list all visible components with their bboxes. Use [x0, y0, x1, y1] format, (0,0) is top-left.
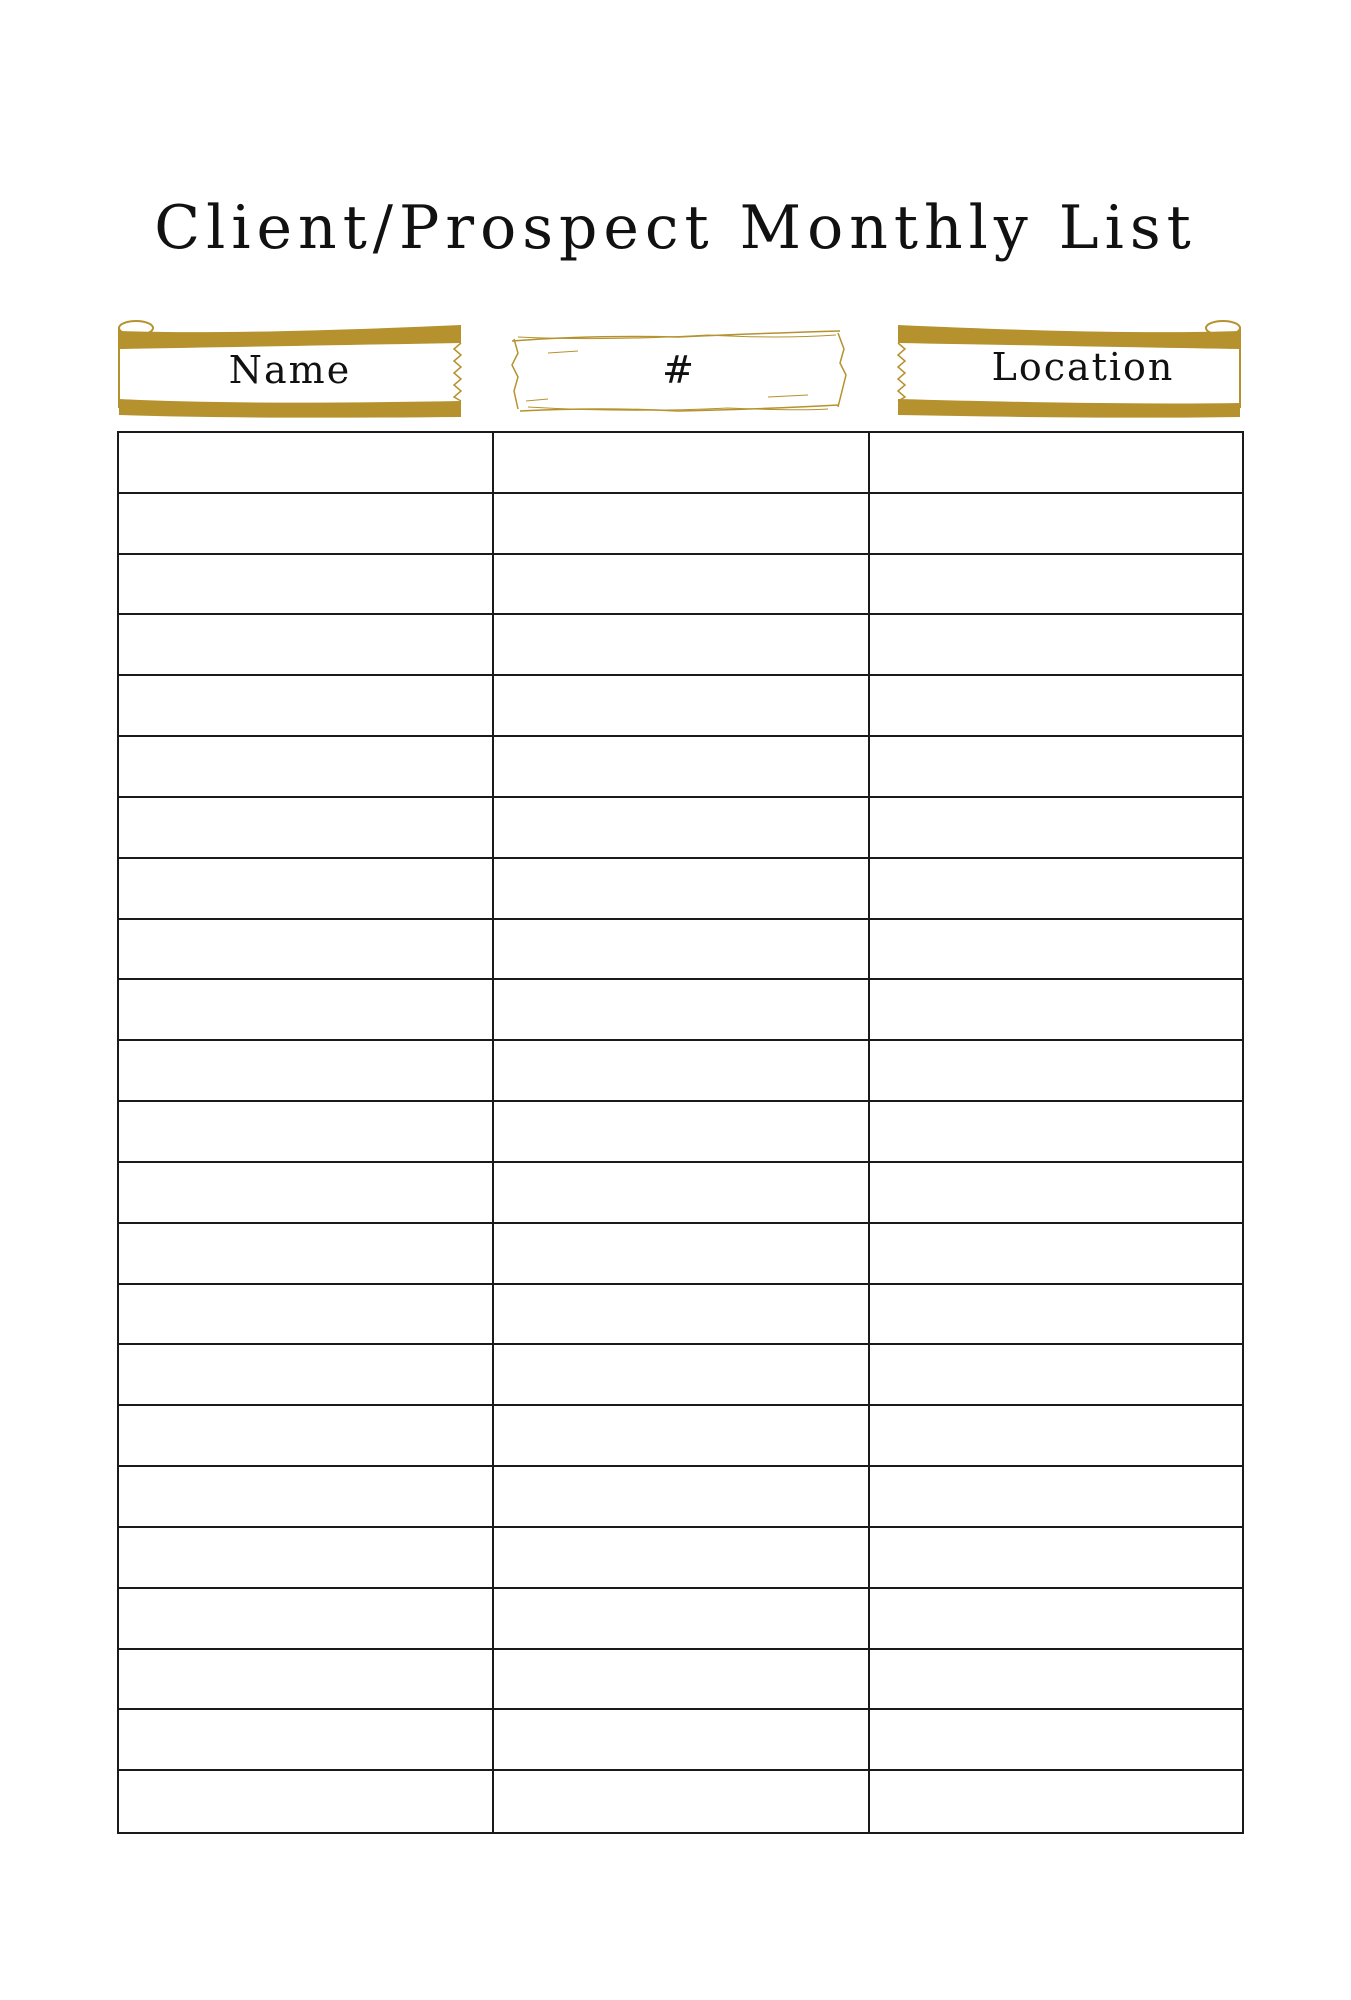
column-header-name-label: Name: [228, 348, 352, 392]
table-cell-name[interactable]: [119, 1589, 494, 1650]
table-cell-location[interactable]: [870, 1224, 1242, 1285]
table-cell-location[interactable]: [870, 1041, 1242, 1102]
column-header-name: [116, 313, 464, 423]
table-cell-number[interactable]: [494, 433, 870, 494]
page-title: Client/Prospect Monthly List: [154, 193, 1197, 263]
table-cell-name[interactable]: [119, 859, 494, 920]
table-cell-name[interactable]: [119, 737, 494, 798]
table-cell-number[interactable]: [494, 1467, 870, 1528]
table-cell-name[interactable]: [119, 980, 494, 1041]
column-header-location: [895, 313, 1243, 423]
table-cell-number[interactable]: [494, 1102, 870, 1163]
table-cell-number[interactable]: [494, 737, 870, 798]
table-cell-name[interactable]: [119, 1528, 494, 1589]
table-cell-number[interactable]: [494, 1224, 870, 1285]
table-cell-name[interactable]: [119, 920, 494, 981]
table-cell-name[interactable]: [119, 1467, 494, 1528]
table-cell-location[interactable]: [870, 737, 1242, 798]
table-cell-number[interactable]: [494, 798, 870, 859]
table-cell-name[interactable]: [119, 494, 494, 555]
table-cell-location[interactable]: [870, 1406, 1242, 1467]
table-cell-location[interactable]: [870, 555, 1242, 616]
table-cell-name[interactable]: [119, 615, 494, 676]
table-cell-location[interactable]: [870, 1163, 1242, 1224]
table-cell-location[interactable]: [870, 1285, 1242, 1346]
table-cell-number[interactable]: [494, 1771, 870, 1832]
table-cell-location[interactable]: [870, 1710, 1242, 1771]
table-cell-number[interactable]: [494, 1589, 870, 1650]
table-cell-location[interactable]: [870, 1589, 1242, 1650]
table-cell-number[interactable]: [494, 494, 870, 555]
table-cell-name[interactable]: [119, 676, 494, 737]
table-cell-location[interactable]: [870, 1771, 1242, 1832]
table-cell-location[interactable]: [870, 859, 1242, 920]
table-cell-number[interactable]: [494, 920, 870, 981]
table-cell-number[interactable]: [494, 1041, 870, 1102]
table-cell-name[interactable]: [119, 1650, 494, 1711]
table-cell-location[interactable]: [870, 433, 1242, 494]
table-cell-location[interactable]: [870, 676, 1242, 737]
table-cell-location[interactable]: [870, 1102, 1242, 1163]
table-cell-name[interactable]: [119, 1710, 494, 1771]
table-cell-location[interactable]: [870, 980, 1242, 1041]
table-cell-name[interactable]: [119, 1285, 494, 1346]
table-cell-number[interactable]: [494, 555, 870, 616]
table-cell-number[interactable]: [494, 980, 870, 1041]
table-cell-number[interactable]: [494, 1406, 870, 1467]
table-cell-number[interactable]: [494, 859, 870, 920]
table-cell-number[interactable]: [494, 615, 870, 676]
table-cell-number[interactable]: [494, 676, 870, 737]
entry-table: [117, 431, 1244, 1834]
table-cell-location[interactable]: [870, 1528, 1242, 1589]
table-cell-name[interactable]: [119, 1224, 494, 1285]
table-cell-location[interactable]: [870, 1650, 1242, 1711]
table-cell-number[interactable]: [494, 1650, 870, 1711]
table-cell-name[interactable]: [119, 1406, 494, 1467]
table-cell-name[interactable]: [119, 1102, 494, 1163]
table-cell-location[interactable]: [870, 920, 1242, 981]
table-cell-name[interactable]: [119, 1345, 494, 1406]
table-cell-name[interactable]: [119, 1163, 494, 1224]
table-cell-number[interactable]: [494, 1163, 870, 1224]
table-cell-number[interactable]: [494, 1285, 870, 1346]
table-cell-location[interactable]: [870, 1345, 1242, 1406]
column-header-number: [508, 313, 850, 423]
table-cell-name[interactable]: [119, 555, 494, 616]
table-cell-location[interactable]: [870, 798, 1242, 859]
table-cell-number[interactable]: [494, 1345, 870, 1406]
column-header-location-label: Location: [991, 345, 1175, 389]
column-header-number-label: #: [662, 348, 696, 392]
table-cell-name[interactable]: [119, 798, 494, 859]
table-cell-location[interactable]: [870, 494, 1242, 555]
table-cell-number[interactable]: [494, 1710, 870, 1771]
table-cell-name[interactable]: [119, 1771, 494, 1832]
table-cell-location[interactable]: [870, 1467, 1242, 1528]
table-cell-name[interactable]: [119, 1041, 494, 1102]
table-cell-number[interactable]: [494, 1528, 870, 1589]
table-cell-name[interactable]: [119, 433, 494, 494]
table-cell-location[interactable]: [870, 615, 1242, 676]
